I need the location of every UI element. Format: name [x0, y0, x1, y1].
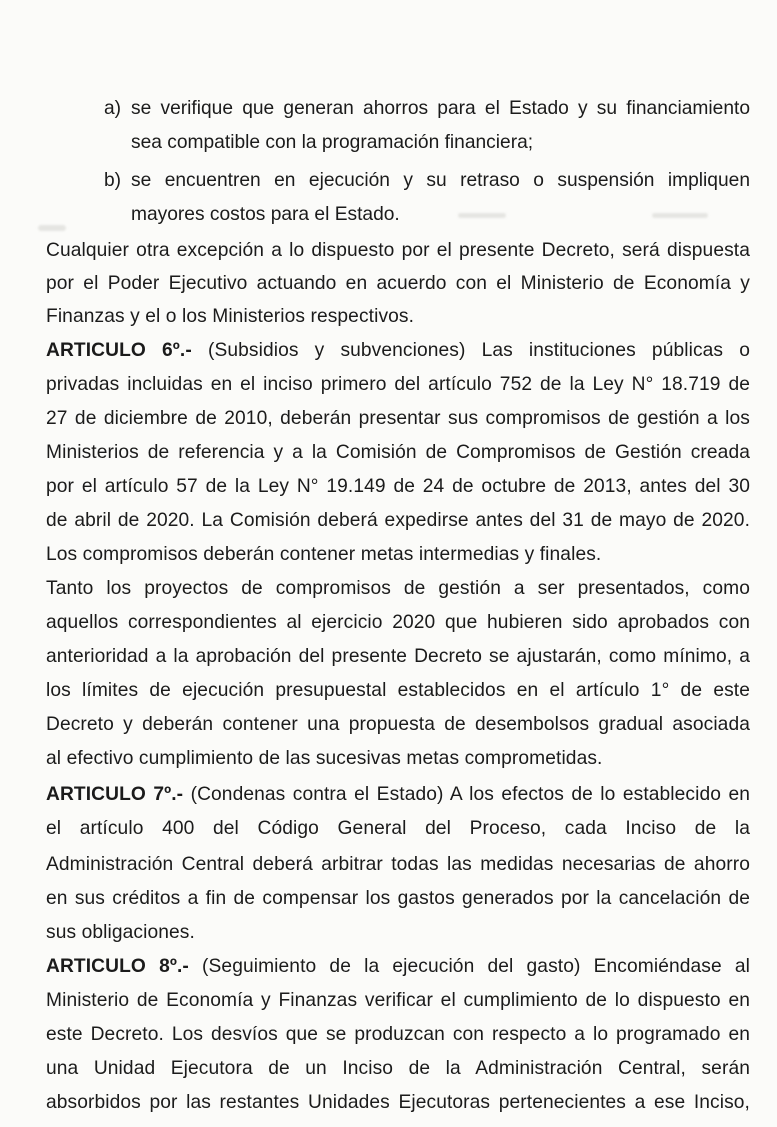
exception-paragraph-line: por el Poder Ejecutivo actuando en acuerdo con el Ministerio de Economía y	[46, 273, 750, 294]
article-8-line: absorbidos por las restantes Unidades Ejecutoras pertenecientes a ese Inciso,	[46, 1092, 750, 1113]
article-7-line: en sus créditos a fin de compensar los gastos generados por la cancelación de	[46, 888, 750, 909]
article-6-line: por el artículo 57 de la Ley N° 19.149 de 24 de octubre de 2013, antes del 30	[46, 476, 750, 497]
article-6-paragraph-2-line: Tanto los proyectos de compromisos de gestión a ser presentados, como	[46, 578, 750, 599]
article-7-heading-line	[46, 783, 750, 807]
article-8-line: una Unidad Ejecutora de un Inciso de la Administración Central, serán	[46, 1058, 750, 1079]
article-6-line: privadas incluidas en el inciso primero del artículo 752 de la Ley N° 18.719 de	[46, 374, 750, 395]
article-6-line: 27 de diciembre de 2010, deberán presentar sus compromisos de gestión a los	[46, 408, 750, 429]
article-6-line: Ministerios de referencia y a la Comisión de Compromisos de Gestión creada	[46, 442, 750, 463]
article-6-line: Los compromisos deberán contener metas intermedias y finales.	[46, 544, 602, 565]
article-7-text: (Condenas contra el Estado) A los efectos de lo establecido en	[190, 784, 750, 805]
list-item-b-line: se encuentren en ejecución y su retraso o suspensión impliquen	[131, 170, 750, 191]
article-7-line: Administración Central deberá arbitrar todas las medidas necesarias de ahorro	[46, 854, 750, 875]
list-item-a-line: sea compatible con la programación financiera;	[131, 132, 534, 153]
article-8-heading: ARTICULO 8º.-	[46, 956, 189, 977]
article-6-line: de abril de 2020. La Comisión deberá expedirse antes del 31 de mayo de 2020.	[46, 510, 750, 531]
exception-paragraph-line: Cualquier otra excepción a lo dispuesto por el presente Decreto, será dispuesta	[46, 240, 750, 261]
article-6-paragraph-2-line: aquellos correspondientes al ejercicio 2020 que hubieren sido aprobados con	[46, 612, 750, 633]
article-6-heading-line	[46, 339, 750, 363]
list-item-label-b: b)	[104, 170, 122, 191]
list-item-b-line: mayores costos para el Estado.	[131, 204, 400, 225]
article-8-line: Ministerio de Economía y Finanzas verificar el cumplimiento de lo dispuesto en	[46, 990, 750, 1011]
article-6-paragraph-2-line: los límites de ejecución presupuestal establecidos en el artículo 1° de este	[46, 680, 750, 701]
exception-paragraph-line: Finanzas y el o los Ministerios respectivos.	[46, 306, 415, 327]
article-6-text: (Subsidios y subvenciones) Las instituciones públicas o	[207, 340, 751, 361]
article-8-heading-line	[46, 955, 750, 979]
article-7-line: sus obligaciones.	[46, 922, 195, 943]
article-6-paragraph-2-line: al efectivo cumplimiento de las sucesivas metas comprometidas.	[46, 748, 603, 769]
article-7-heading: ARTICULO 7º.-	[46, 784, 184, 805]
scan-smudge	[38, 225, 66, 231]
article-8-text: (Seguimiento de la ejecución del gasto) Encomiéndase al	[202, 956, 751, 977]
article-6-paragraph-2-line: Decreto y deberán contener una propuesta de desembolsos gradual asociada	[46, 714, 750, 735]
article-7-line: el artículo 400 del Código General del Proceso, cada Inciso de la	[46, 818, 750, 839]
list-item-a-line: se verifique que generan ahorros para el Estado y su financiamiento	[131, 98, 750, 119]
article-6-paragraph-2-line: anterioridad a la aprobación del presente Decreto se ajustarán, como mínimo, a	[46, 646, 750, 667]
article-6-heading: ARTICULO 6º.-	[46, 340, 192, 361]
list-item-label-a: a)	[104, 98, 122, 119]
article-8-line: este Decreto. Los desvíos que se produzcan con respecto a lo programado en	[46, 1024, 750, 1045]
